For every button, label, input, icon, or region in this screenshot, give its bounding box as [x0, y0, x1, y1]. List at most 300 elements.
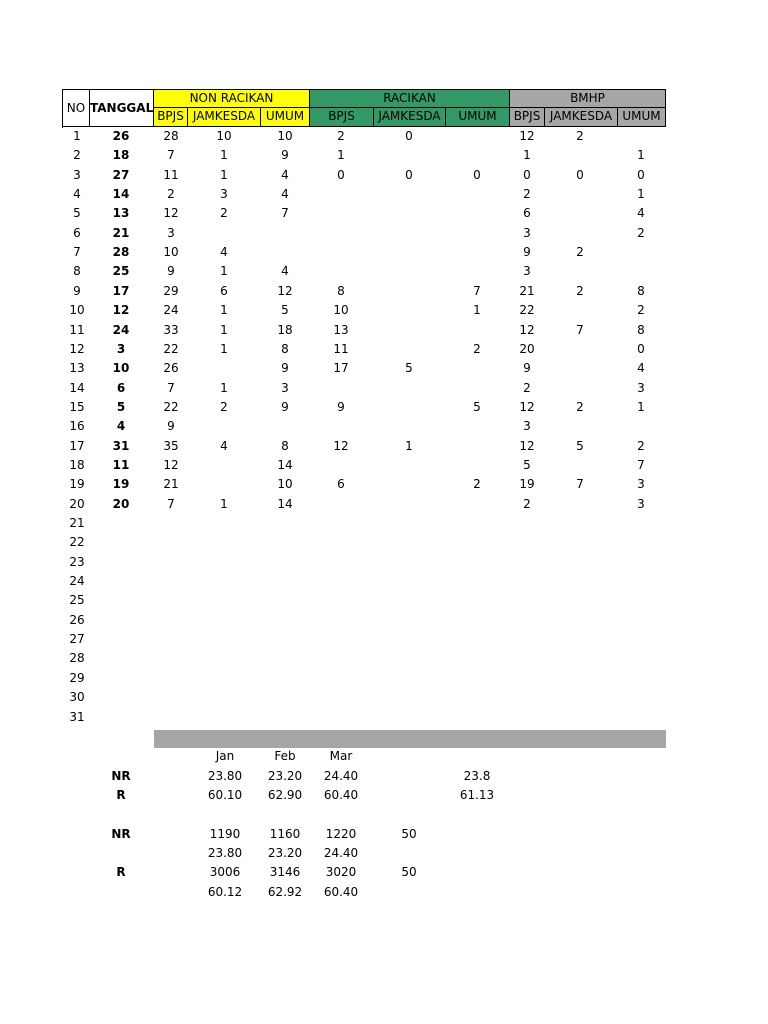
cell-tanggal[interactable] — [90, 591, 152, 610]
cell-b-jamkesda[interactable] — [544, 185, 616, 204]
cell-b-jamkesda[interactable]: 2 — [576, 283, 584, 298]
cell-b-jamkesda[interactable] — [544, 495, 616, 514]
cell-nr-bpjs[interactable]: 22 — [163, 341, 179, 356]
summary-extra[interactable] — [379, 844, 439, 863]
summary-value[interactable]: 23.20 — [267, 768, 303, 783]
cell-r-bpjs[interactable]: 0 — [337, 167, 345, 182]
cell-r-umum[interactable] — [446, 224, 508, 243]
cell-r-bpjs[interactable] — [310, 456, 372, 475]
cell-b-bpjs[interactable]: 9 — [523, 245, 531, 260]
cell-no[interactable]: 10 — [69, 303, 85, 318]
cell-r-bpjs[interactable] — [310, 495, 372, 514]
cell-nr-bpjs[interactable]: 21 — [163, 477, 179, 492]
cell-b-bpjs[interactable]: 12 — [519, 129, 535, 143]
cell-tanggal[interactable] — [90, 649, 152, 668]
summary-value[interactable]: 3006 — [209, 865, 241, 880]
cell-nr-bpjs[interactable]: 12 — [163, 206, 179, 221]
cell-no[interactable]: 31 — [69, 709, 85, 724]
cell-nr-jamkesda[interactable] — [188, 669, 260, 688]
cell-b-jamkesda[interactable] — [544, 262, 616, 281]
cell-r-umum[interactable] — [446, 688, 508, 707]
cell-no[interactable]: 21 — [69, 516, 85, 530]
cell-nr-bpjs[interactable] — [154, 630, 188, 649]
cell-nr-umum[interactable] — [261, 224, 309, 243]
cell-b-umum[interactable]: 3 — [637, 477, 645, 492]
cell-b-bpjs[interactable]: 12 — [519, 438, 535, 453]
cell-tanggal[interactable]: 21 — [112, 225, 130, 240]
summary-value[interactable] — [195, 805, 255, 824]
cell-tanggal[interactable]: 25 — [112, 264, 130, 279]
cell-nr-umum[interactable]: 10 — [277, 477, 293, 492]
cell-r-bpjs[interactable] — [310, 669, 372, 688]
cell-r-bpjs[interactable]: 9 — [337, 399, 345, 414]
cell-r-umum[interactable]: 7 — [473, 283, 481, 298]
cell-nr-umum[interactable]: 4 — [281, 167, 289, 182]
cell-b-umum[interactable] — [617, 127, 665, 146]
cell-r-bpjs[interactable] — [310, 417, 372, 436]
cell-b-umum[interactable] — [617, 553, 665, 572]
cell-b-umum[interactable]: 4 — [637, 206, 645, 221]
cell-tanggal[interactable]: 17 — [112, 283, 130, 298]
cell-r-bpjs[interactable]: 13 — [333, 322, 349, 337]
cell-nr-jamkesda[interactable]: 1 — [220, 148, 228, 163]
cell-tanggal[interactable]: 5 — [116, 399, 126, 414]
cell-r-jamkesda[interactable] — [374, 417, 444, 436]
cell-r-umum[interactable] — [446, 417, 508, 436]
cell-nr-jamkesda[interactable] — [188, 630, 260, 649]
cell-r-jamkesda[interactable] — [374, 224, 444, 243]
cell-nr-jamkesda[interactable]: 2 — [220, 399, 228, 414]
cell-nr-umum[interactable] — [261, 417, 309, 436]
cell-nr-bpjs[interactable]: 22 — [163, 399, 179, 414]
cell-nr-umum[interactable]: 9 — [281, 361, 289, 376]
cell-b-umum[interactable]: 1 — [637, 399, 645, 414]
cell-tanggal[interactable] — [90, 630, 152, 649]
cell-r-jamkesda[interactable] — [374, 649, 444, 668]
cell-r-umum[interactable] — [446, 321, 508, 340]
cell-b-bpjs[interactable] — [510, 611, 544, 630]
cell-nr-jamkesda[interactable] — [188, 456, 260, 475]
cell-tanggal[interactable]: 4 — [116, 419, 126, 434]
cell-b-bpjs[interactable]: 6 — [523, 206, 531, 221]
cell-b-jamkesda[interactable] — [544, 204, 616, 223]
cell-nr-jamkesda[interactable] — [188, 688, 260, 707]
cell-r-jamkesda[interactable] — [374, 301, 444, 320]
summary-value[interactable]: 1220 — [325, 826, 357, 841]
summary-row-label[interactable]: NR — [111, 826, 131, 841]
cell-nr-jamkesda[interactable] — [188, 533, 260, 552]
cell-no[interactable]: 26 — [69, 612, 85, 627]
cell-b-umum[interactable] — [617, 611, 665, 630]
summary-value[interactable]: 23.20 — [267, 845, 303, 860]
cell-no[interactable]: 5 — [73, 206, 81, 221]
cell-r-jamkesda[interactable] — [374, 688, 444, 707]
cell-nr-bpjs[interactable] — [154, 649, 188, 668]
summary-value[interactable] — [311, 805, 371, 824]
cell-b-bpjs[interactable]: 9 — [523, 361, 531, 376]
cell-tanggal[interactable] — [90, 533, 152, 552]
cell-no[interactable]: 30 — [69, 690, 85, 705]
cell-b-jamkesda[interactable]: 7 — [576, 477, 584, 492]
cell-r-umum[interactable] — [446, 553, 508, 572]
cell-b-bpjs[interactable]: 2 — [523, 380, 531, 395]
summary-row-label[interactable] — [91, 844, 151, 863]
summary-value[interactable]: 23.80 — [207, 845, 243, 860]
cell-r-umum[interactable] — [446, 591, 508, 610]
cell-b-jamkesda[interactable] — [544, 359, 616, 378]
summary-extra[interactable] — [447, 863, 507, 882]
cell-r-bpjs[interactable] — [310, 630, 372, 649]
cell-nr-umum[interactable] — [261, 630, 309, 649]
summary-value[interactable]: 1160 — [269, 826, 301, 841]
cell-b-bpjs[interactable] — [510, 514, 544, 533]
cell-b-umum[interactable]: 1 — [637, 148, 645, 163]
cell-r-umum[interactable]: 1 — [473, 303, 481, 318]
cell-r-umum[interactable] — [446, 359, 508, 378]
cell-nr-umum[interactable] — [261, 572, 309, 591]
cell-b-jamkesda[interactable] — [544, 611, 616, 630]
cell-b-umum[interactable]: 8 — [637, 283, 645, 298]
cell-b-umum[interactable] — [617, 243, 665, 262]
summary-extra[interactable] — [379, 805, 439, 824]
cell-r-jamkesda[interactable]: 0 — [405, 129, 413, 143]
cell-nr-bpjs[interactable]: 9 — [167, 419, 175, 434]
cell-nr-bpjs[interactable]: 35 — [163, 438, 179, 453]
summary-value[interactable]: 60.12 — [207, 884, 243, 899]
cell-r-jamkesda[interactable] — [374, 514, 444, 533]
cell-r-bpjs[interactable] — [310, 649, 372, 668]
summary-row-label[interactable]: R — [116, 787, 126, 802]
cell-b-umum[interactable]: 2 — [637, 438, 645, 453]
cell-r-umum[interactable] — [446, 262, 508, 281]
cell-r-bpjs[interactable]: 12 — [333, 438, 349, 453]
cell-nr-bpjs[interactable] — [154, 553, 188, 572]
summary-extra[interactable] — [447, 805, 507, 824]
cell-b-jamkesda[interactable]: 2 — [576, 129, 584, 143]
cell-r-bpjs[interactable]: 17 — [333, 361, 349, 376]
cell-nr-umum[interactable]: 7 — [281, 206, 289, 221]
cell-b-bpjs[interactable] — [510, 630, 544, 649]
cell-nr-jamkesda[interactable]: 1 — [220, 167, 228, 182]
cell-b-umum[interactable]: 3 — [637, 380, 645, 395]
cell-nr-bpjs[interactable] — [154, 611, 188, 630]
cell-b-bpjs[interactable]: 20 — [519, 341, 535, 356]
cell-r-bpjs[interactable]: 10 — [333, 303, 349, 318]
cell-r-umum[interactable] — [446, 630, 508, 649]
cell-b-jamkesda[interactable] — [544, 649, 616, 668]
cell-no[interactable]: 2 — [73, 148, 81, 163]
cell-r-bpjs[interactable] — [310, 204, 372, 223]
cell-nr-jamkesda[interactable] — [188, 708, 260, 727]
cell-r-umum[interactable]: 2 — [473, 477, 481, 492]
summary-row-label[interactable] — [91, 805, 151, 824]
cell-r-jamkesda[interactable] — [374, 185, 444, 204]
cell-r-bpjs[interactable]: 6 — [337, 477, 345, 492]
cell-no[interactable]: 29 — [69, 670, 85, 685]
cell-no[interactable]: 4 — [73, 187, 81, 202]
cell-b-umum[interactable] — [617, 417, 665, 436]
summary-value[interactable]: 3020 — [325, 865, 357, 880]
cell-r-umum[interactable] — [446, 611, 508, 630]
cell-r-bpjs[interactable]: 1 — [337, 148, 345, 163]
cell-b-jamkesda[interactable] — [544, 533, 616, 552]
cell-nr-umum[interactable] — [261, 553, 309, 572]
cell-r-bpjs[interactable] — [310, 379, 372, 398]
cell-r-jamkesda[interactable] — [374, 475, 444, 494]
cell-no[interactable]: 13 — [69, 361, 85, 376]
cell-b-jamkesda[interactable] — [544, 379, 616, 398]
cell-no[interactable]: 25 — [69, 593, 85, 608]
cell-b-bpjs[interactable]: 2 — [523, 496, 531, 511]
summary-row-label[interactable]: R — [116, 865, 126, 880]
cell-b-umum[interactable]: 8 — [637, 322, 645, 337]
cell-r-jamkesda[interactable] — [374, 146, 444, 165]
cell-no[interactable]: 23 — [69, 554, 85, 569]
cell-r-umum[interactable] — [446, 243, 508, 262]
cell-b-umum[interactable] — [617, 630, 665, 649]
cell-nr-jamkesda[interactable] — [188, 417, 260, 436]
cell-nr-umum[interactable] — [261, 611, 309, 630]
cell-r-umum[interactable] — [446, 708, 508, 727]
cell-tanggal[interactable] — [90, 553, 152, 572]
cell-no[interactable]: 8 — [73, 264, 81, 279]
cell-b-jamkesda[interactable]: 0 — [576, 167, 584, 182]
cell-no[interactable]: 17 — [69, 438, 85, 453]
cell-b-jamkesda[interactable] — [544, 417, 616, 436]
summary-value[interactable]: 1190 — [209, 826, 241, 841]
cell-nr-jamkesda[interactable]: 1 — [220, 303, 228, 318]
cell-nr-bpjs[interactable]: 12 — [163, 457, 179, 472]
cell-nr-umum[interactable] — [261, 243, 309, 262]
cell-nr-bpjs[interactable]: 28 — [163, 129, 179, 143]
cell-nr-umum[interactable]: 9 — [281, 399, 289, 414]
cell-nr-umum[interactable]: 10 — [277, 129, 293, 143]
cell-tanggal[interactable] — [90, 708, 152, 727]
summary-extra[interactable] — [447, 825, 507, 844]
cell-r-bpjs[interactable] — [310, 514, 372, 533]
cell-r-umum[interactable] — [446, 649, 508, 668]
cell-b-jamkesda[interactable] — [544, 340, 616, 359]
cell-r-jamkesda[interactable]: 5 — [405, 361, 413, 376]
cell-b-bpjs[interactable] — [510, 688, 544, 707]
cell-nr-bpjs[interactable]: 9 — [167, 264, 175, 279]
cell-tanggal[interactable] — [90, 514, 152, 533]
cell-nr-umum[interactable]: 3 — [281, 380, 289, 395]
cell-b-jamkesda[interactable] — [544, 708, 616, 727]
cell-nr-jamkesda[interactable] — [188, 475, 260, 494]
cell-r-jamkesda[interactable] — [374, 379, 444, 398]
summary-value[interactable]: 24.40 — [323, 845, 359, 860]
cell-b-umum[interactable] — [617, 262, 665, 281]
cell-b-bpjs[interactable]: 19 — [519, 477, 535, 492]
cell-r-umum[interactable]: 2 — [473, 341, 481, 356]
cell-b-umum[interactable] — [617, 591, 665, 610]
cell-r-umum[interactable] — [446, 514, 508, 533]
summary-value[interactable]: 60.40 — [323, 884, 359, 899]
cell-no[interactable]: 28 — [69, 651, 85, 666]
cell-nr-bpjs[interactable]: 24 — [163, 303, 179, 318]
cell-nr-umum[interactable]: 14 — [277, 496, 293, 511]
cell-tanggal[interactable] — [90, 572, 152, 591]
summary-value[interactable]: 62.92 — [267, 884, 303, 899]
cell-tanggal[interactable]: 28 — [112, 245, 130, 260]
cell-nr-jamkesda[interactable]: 4 — [220, 438, 228, 453]
cell-b-bpjs[interactable] — [510, 669, 544, 688]
cell-r-jamkesda[interactable] — [374, 204, 444, 223]
cell-r-jamkesda[interactable] — [374, 553, 444, 572]
cell-b-bpjs[interactable]: 12 — [519, 399, 535, 414]
cell-r-jamkesda[interactable] — [374, 456, 444, 475]
cell-nr-umum[interactable] — [261, 649, 309, 668]
cell-r-umum[interactable] — [446, 669, 508, 688]
cell-nr-umum[interactable]: 4 — [281, 187, 289, 202]
cell-nr-bpjs[interactable] — [154, 591, 188, 610]
cell-nr-umum[interactable]: 12 — [277, 283, 293, 298]
cell-b-umum[interactable]: 3 — [637, 496, 645, 511]
cell-no[interactable]: 9 — [73, 283, 81, 298]
cell-r-jamkesda[interactable] — [374, 533, 444, 552]
summary-row-label[interactable]: NR — [111, 768, 131, 783]
cell-nr-jamkesda[interactable] — [188, 649, 260, 668]
cell-tanggal[interactable]: 27 — [112, 167, 130, 182]
cell-nr-jamkesda[interactable]: 3 — [220, 187, 228, 202]
cell-r-bpjs[interactable] — [310, 224, 372, 243]
cell-tanggal[interactable]: 20 — [112, 496, 130, 511]
cell-nr-bpjs[interactable] — [154, 572, 188, 591]
cell-b-bpjs[interactable]: 3 — [523, 419, 531, 434]
cell-b-bpjs[interactable]: 5 — [523, 457, 531, 472]
cell-b-jamkesda[interactable]: 2 — [576, 399, 584, 414]
cell-r-jamkesda[interactable] — [374, 669, 444, 688]
cell-r-jamkesda[interactable] — [374, 262, 444, 281]
cell-b-bpjs[interactable]: 0 — [523, 167, 531, 182]
cell-r-umum[interactable] — [446, 572, 508, 591]
summary-value[interactable]: 62.90 — [267, 787, 303, 802]
cell-b-umum[interactable]: 0 — [637, 341, 645, 356]
cell-nr-bpjs[interactable]: 33 — [163, 322, 179, 337]
cell-nr-bpjs[interactable]: 2 — [167, 187, 175, 202]
summary-row-label[interactable] — [91, 883, 151, 902]
cell-b-jamkesda[interactable] — [544, 572, 616, 591]
cell-b-bpjs[interactable]: 22 — [519, 303, 535, 318]
cell-b-umum[interactable] — [617, 533, 665, 552]
cell-r-jamkesda[interactable] — [374, 630, 444, 649]
cell-nr-jamkesda[interactable]: 1 — [220, 264, 228, 279]
summary-extra[interactable]: 61.13 — [459, 787, 495, 802]
cell-b-jamkesda[interactable] — [544, 301, 616, 320]
cell-nr-umum[interactable]: 5 — [281, 303, 289, 318]
cell-tanggal[interactable] — [90, 611, 152, 630]
cell-r-umum[interactable] — [446, 127, 508, 146]
cell-nr-bpjs[interactable]: 11 — [163, 167, 179, 182]
cell-no[interactable]: 3 — [73, 167, 81, 182]
cell-no[interactable]: 6 — [73, 225, 81, 240]
cell-tanggal[interactable]: 11 — [112, 457, 130, 472]
cell-nr-jamkesda[interactable] — [188, 553, 260, 572]
cell-nr-umum[interactable]: 8 — [281, 341, 289, 356]
cell-tanggal[interactable]: 13 — [112, 206, 130, 221]
cell-b-bpjs[interactable] — [510, 708, 544, 727]
cell-r-bpjs[interactable]: 11 — [333, 341, 349, 356]
cell-r-jamkesda[interactable]: 0 — [405, 167, 413, 182]
cell-r-jamkesda[interactable] — [374, 591, 444, 610]
cell-r-jamkesda[interactable] — [374, 321, 444, 340]
cell-nr-umum[interactable] — [261, 669, 309, 688]
cell-no[interactable]: 16 — [69, 419, 85, 434]
cell-b-jamkesda[interactable]: 7 — [576, 322, 584, 337]
summary-extra[interactable]: 50 — [401, 826, 417, 841]
cell-r-umum[interactable] — [446, 533, 508, 552]
cell-nr-jamkesda[interactable]: 1 — [220, 322, 228, 337]
cell-b-umum[interactable] — [617, 688, 665, 707]
cell-no[interactable]: 20 — [69, 496, 85, 511]
cell-nr-jamkesda[interactable]: 6 — [220, 283, 228, 298]
cell-nr-bpjs[interactable]: 3 — [167, 225, 175, 240]
cell-nr-bpjs[interactable]: 29 — [163, 283, 179, 298]
cell-r-bpjs[interactable]: 2 — [337, 129, 345, 143]
cell-b-bpjs[interactable]: 21 — [519, 283, 535, 298]
cell-r-jamkesda[interactable] — [374, 611, 444, 630]
cell-r-umum[interactable] — [446, 204, 508, 223]
cell-nr-bpjs[interactable] — [154, 514, 188, 533]
cell-nr-umum[interactable]: 9 — [281, 148, 289, 163]
cell-r-bpjs[interactable] — [310, 572, 372, 591]
cell-b-jamkesda[interactable]: 2 — [576, 245, 584, 260]
cell-b-umum[interactable] — [617, 572, 665, 591]
cell-nr-bpjs[interactable]: 26 — [163, 361, 179, 376]
cell-r-bpjs[interactable] — [310, 708, 372, 727]
cell-r-jamkesda[interactable] — [374, 398, 444, 417]
cell-tanggal[interactable]: 6 — [116, 380, 126, 395]
cell-b-jamkesda[interactable] — [544, 669, 616, 688]
cell-b-umum[interactable]: 1 — [637, 187, 645, 202]
cell-b-jamkesda[interactable] — [544, 553, 616, 572]
cell-b-bpjs[interactable] — [510, 591, 544, 610]
cell-b-jamkesda[interactable] — [544, 591, 616, 610]
cell-tanggal[interactable]: 12 — [112, 303, 130, 318]
cell-no[interactable]: 12 — [69, 341, 85, 356]
cell-tanggal[interactable]: 14 — [112, 187, 130, 202]
summary-extra[interactable] — [447, 844, 507, 863]
cell-r-bpjs[interactable] — [310, 591, 372, 610]
cell-r-umum[interactable]: 5 — [473, 399, 481, 414]
cell-nr-bpjs[interactable]: 10 — [163, 245, 179, 260]
cell-b-jamkesda[interactable] — [544, 630, 616, 649]
cell-nr-umum[interactable] — [261, 533, 309, 552]
cell-nr-jamkesda[interactable]: 1 — [220, 341, 228, 356]
cell-r-jamkesda[interactable]: 1 — [405, 438, 413, 453]
cell-nr-umum[interactable] — [261, 514, 309, 533]
cell-nr-jamkesda[interactable]: 1 — [220, 496, 228, 511]
cell-nr-jamkesda[interactable]: 1 — [220, 380, 228, 395]
cell-r-bpjs[interactable]: 8 — [337, 283, 345, 298]
cell-nr-jamkesda[interactable]: 4 — [220, 245, 228, 260]
cell-b-jamkesda[interactable] — [544, 224, 616, 243]
cell-tanggal[interactable] — [90, 688, 152, 707]
cell-b-umum[interactable] — [617, 649, 665, 668]
cell-r-jamkesda[interactable] — [374, 243, 444, 262]
summary-extra[interactable] — [447, 883, 507, 902]
cell-nr-umum[interactable]: 14 — [277, 457, 293, 472]
cell-r-bpjs[interactable] — [310, 553, 372, 572]
cell-r-umum[interactable] — [446, 146, 508, 165]
cell-nr-jamkesda[interactable] — [188, 572, 260, 591]
cell-no[interactable]: 18 — [69, 457, 85, 472]
cell-b-umum[interactable] — [617, 514, 665, 533]
cell-nr-umum[interactable]: 4 — [281, 264, 289, 279]
cell-b-bpjs[interactable]: 3 — [523, 264, 531, 279]
cell-r-umum[interactable] — [446, 437, 508, 456]
